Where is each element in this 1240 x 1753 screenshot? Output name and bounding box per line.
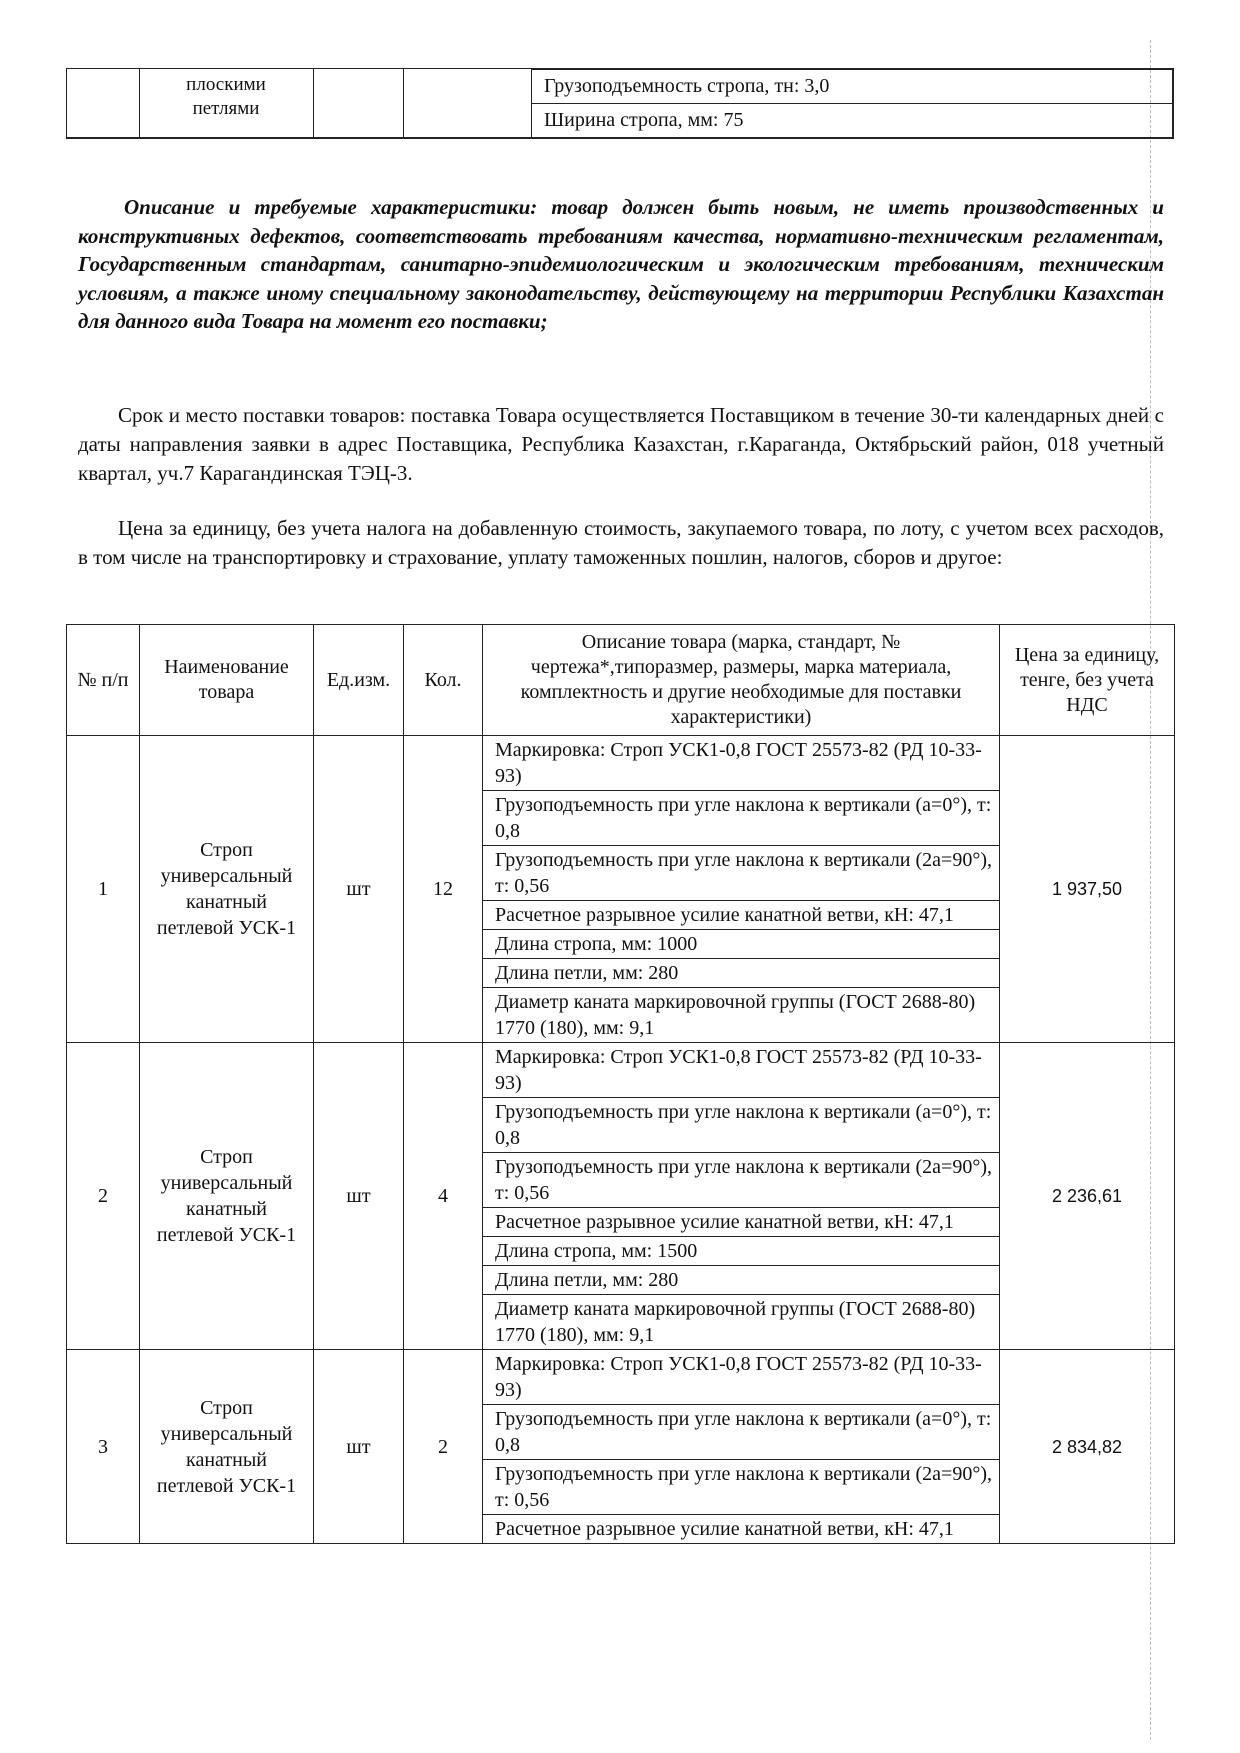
row-name: Строп универсальный канатный петлевой УСК-1 bbox=[140, 1043, 314, 1350]
spec-item: Маркировка: Строп УСК1-0,8 ГОСТ 25573-82 (РД 10-33-93) bbox=[483, 736, 999, 791]
spec-item: Длина стропа, мм: 1500 bbox=[483, 1237, 999, 1266]
table-border bbox=[313, 69, 314, 137]
table-body bbox=[67, 736, 1175, 1544]
row-price: 2 236,61 bbox=[1000, 1043, 1175, 1350]
spec-item: Расчетное разрывное усилие канатной ветви, кН: 47,1 bbox=[495, 1518, 954, 1540]
spec-item: Расчетное разрывное усилие канатной ветви, кН: 47,1 bbox=[483, 901, 999, 930]
product-name-cell bbox=[139, 73, 313, 121]
row-specs bbox=[483, 1350, 1000, 1544]
spec-item: Длина петли, мм: 280 bbox=[483, 1266, 999, 1295]
table-border bbox=[403, 69, 404, 137]
spec-item: Диаметр каната маркировочной группы (ГОСТ 2688-80) 1770 (180), мм: 9,1 bbox=[495, 991, 976, 1039]
row-num: 3 bbox=[67, 1350, 140, 1544]
row-unit: шт bbox=[314, 736, 404, 1043]
spec-item: Маркировка: Строп УСК1-0,8 ГОСТ 25573-82 (РД 10-33-93) bbox=[483, 1350, 999, 1405]
delivery-paragraph: Срок и место поставки товаров: поставка Товара осуществляется Поставщиком в течение 30-ти календарных дней с даты направления заявки в адрес Поставщика, Республика Казахстан, г.Караганда, Октябрьский район, 018 учетный квартал, уч.7 Карагандинская ТЭЦ-3. bbox=[78, 403, 1164, 485]
spec-item: Маркировка: Строп УСК1-0,8 ГОСТ 25573-82 (РД 10-33-93) bbox=[483, 1043, 999, 1098]
table-header-row bbox=[67, 625, 1175, 736]
table-row bbox=[67, 1350, 1175, 1544]
row-price: 1 937,50 bbox=[1000, 736, 1175, 1043]
product-name-line: плоскими bbox=[186, 74, 266, 95]
row-name: Строп универсальный канатный петлевой УСК-1 bbox=[140, 1350, 314, 1544]
spec-row: Грузоподъемность стропа, тн: 3,0 bbox=[544, 75, 830, 97]
spec-box bbox=[531, 69, 1174, 137]
header-num: № п/п bbox=[67, 625, 140, 736]
row-qty: 2 bbox=[404, 1350, 483, 1544]
row-num: 2 bbox=[67, 1043, 140, 1350]
requirements-paragraph: Описание и требуемые характеристики: товар должен быть новым, не иметь производственных и конструктивных дефектов, соответствовать требованиям качества, нормативно-техническим регламентам, Государственным стандартам, санитарно-эпидемиологическим и экологическим требованиям, техническим условиям, а также иному специальному законодательству, действующему на территории Республики Казахстан для данного вида Товара на момент его поставки; bbox=[78, 195, 1164, 333]
row-specs bbox=[483, 1043, 1000, 1350]
header-price: Цена за единицу, тенге, без учета НДС bbox=[1000, 625, 1175, 736]
price-note-paragraph: Цена за единицу, без учета налога на добавленную стоимость, закупаемого товара, по лоту, с учетом всех расходов, в том числе на транспортировку и страхование, уплату таможенных пошлин, налогов, сборов и другое: bbox=[78, 516, 1164, 569]
spec-item: Длина петли, мм: 280 bbox=[483, 959, 999, 988]
spec-item: Грузоподъемность при угле наклона к вертикали (2a=90°), т: 0,56 bbox=[483, 846, 999, 901]
row-unit: шт bbox=[314, 1350, 404, 1544]
spec-list bbox=[495, 1043, 991, 1349]
header-qty: Кол. bbox=[404, 625, 483, 736]
previous-table-fragment bbox=[66, 68, 1174, 139]
header-unit: Ед.изм. bbox=[314, 625, 404, 736]
spec-item: Грузоподъемность при угле наклона к вертикали (a=0°), т: 0,8 bbox=[483, 1405, 999, 1460]
row-num: 1 bbox=[67, 736, 140, 1043]
spec-item: Грузоподъемность при угле наклона к вертикали (2a=90°), т: 0,56 bbox=[483, 1153, 999, 1208]
table-row bbox=[67, 736, 1175, 1043]
table-row bbox=[67, 1043, 1175, 1350]
row-unit: шт bbox=[314, 1043, 404, 1350]
table-border bbox=[66, 69, 67, 137]
spec-item: Грузоподъемность при угле наклона к вертикали (2a=90°), т: 0,56 bbox=[483, 1460, 999, 1515]
row-price: 2 834,82 bbox=[1000, 1350, 1175, 1544]
row-specs bbox=[483, 736, 1000, 1043]
spec-item: Расчетное разрывное усилие канатной ветви, кН: 47,1 bbox=[483, 1208, 999, 1237]
product-name-line: петлями bbox=[192, 98, 260, 119]
spec-item: Грузоподъемность при угле наклона к вертикали (a=0°), т: 0,8 bbox=[483, 1098, 999, 1153]
spec-item: Диаметр каната маркировочной группы (ГОСТ 2688-80) 1770 (180), мм: 9,1 bbox=[495, 1298, 976, 1346]
spec-item: Грузоподъемность при угле наклона к вертикали (a=0°), т: 0,8 bbox=[483, 791, 999, 846]
spec-item: Длина стропа, мм: 1000 bbox=[483, 930, 999, 959]
row-qty: 12 bbox=[404, 736, 483, 1043]
header-name: Наименование товара bbox=[140, 625, 314, 736]
goods-table bbox=[66, 624, 1175, 1544]
row-qty: 4 bbox=[404, 1043, 483, 1350]
row-name: Строп универсальный канатный петлевой УСК-1 bbox=[140, 736, 314, 1043]
spec-list bbox=[495, 736, 991, 1042]
header-description: Описание товара (марка, стандарт, № чертежа*,типоразмер, размеры, марка материала, комплектность и другие необходимые для поставки характеристики) bbox=[483, 625, 1000, 736]
spec-row: Ширина стропа, мм: 75 bbox=[532, 103, 1172, 137]
spec-list bbox=[495, 1350, 991, 1543]
